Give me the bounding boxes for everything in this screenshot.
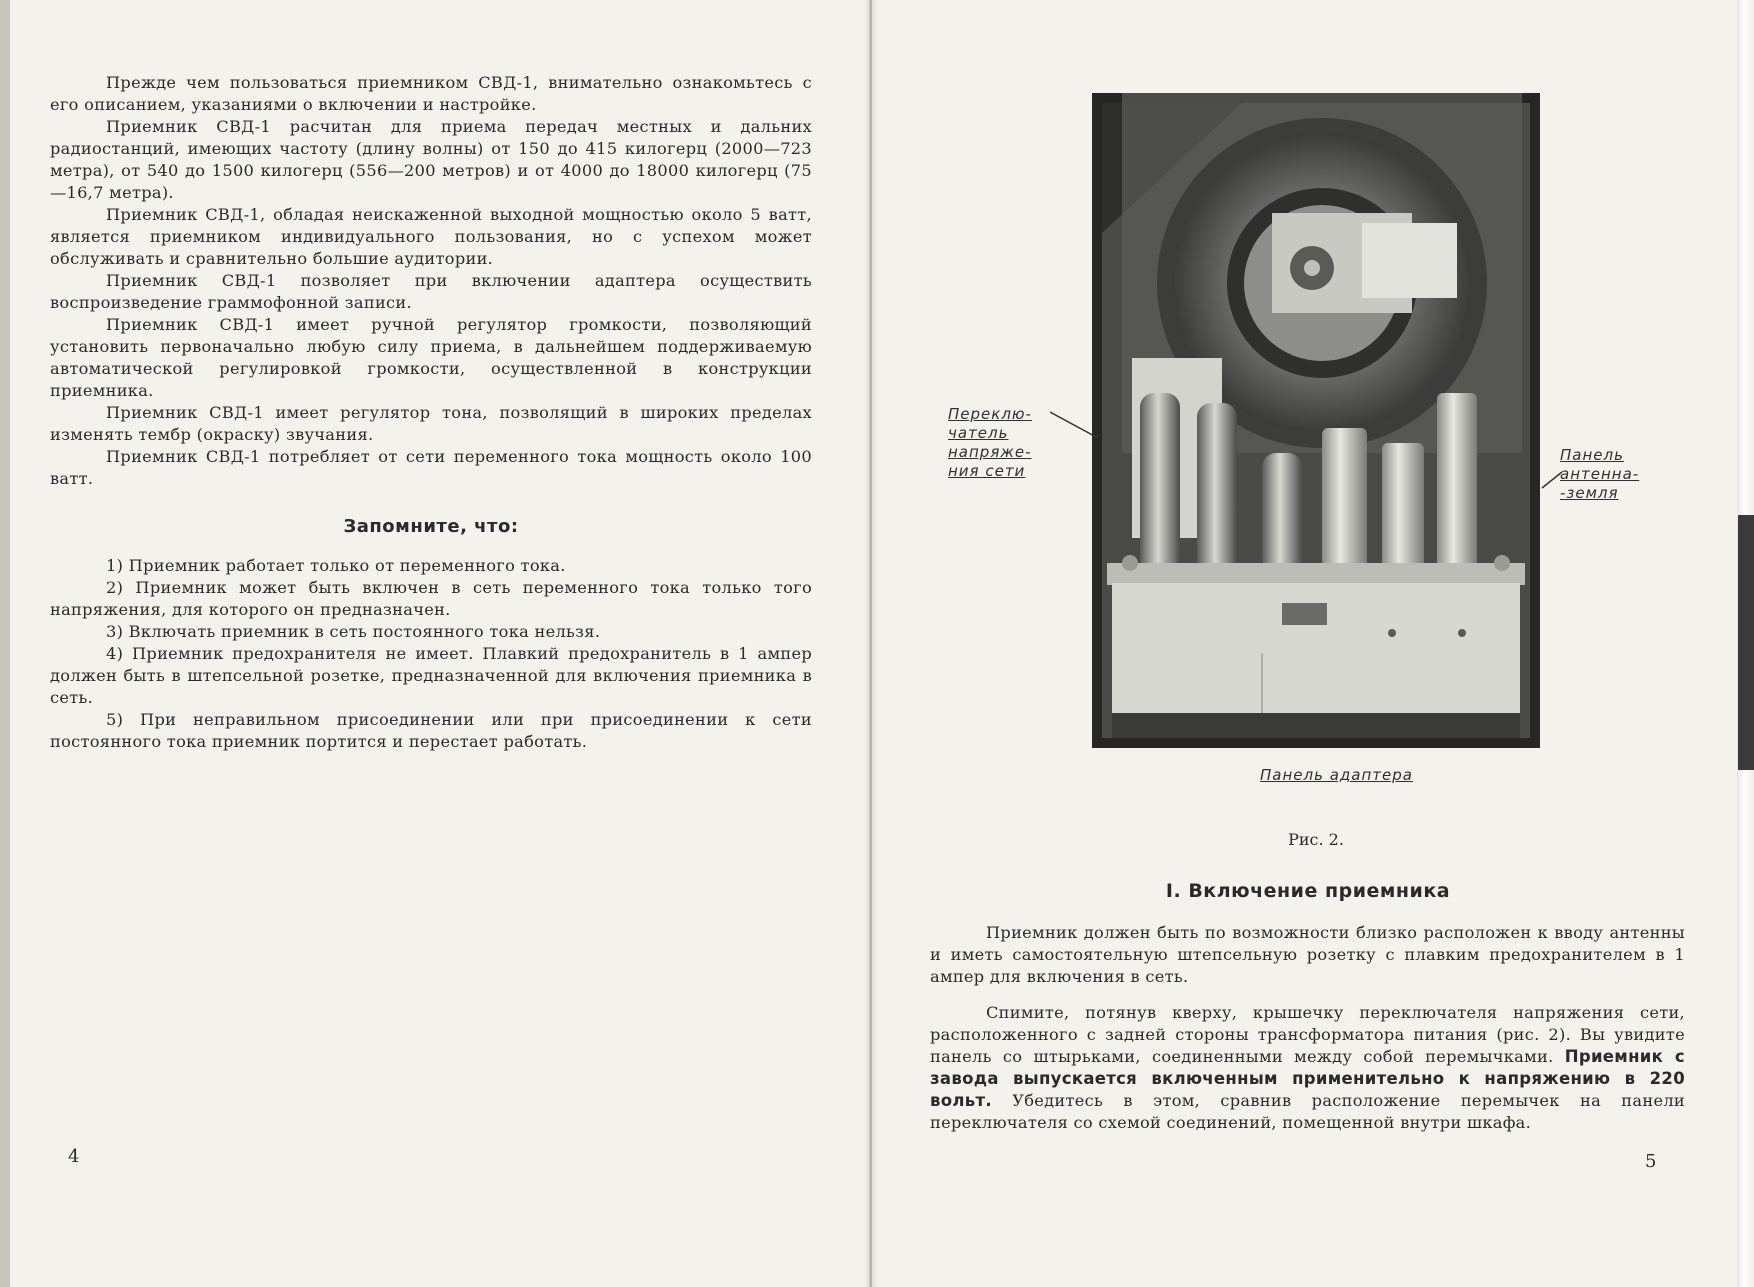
- paragraph: Приемник СВД-1 расчитан для приема передач местных и дальних радиостанций, имеющих частоту (длину волны) от 150 до 415 килогерц (2000—723 метра), от 540 до 1500 килогерц (556—200 метров) и от 4000 до 18000 килогерц (75—16,7 метра).: [50, 117, 812, 202]
- page-number-left: 4: [68, 1146, 80, 1167]
- label-line: напряже-: [948, 443, 1032, 461]
- paragraph: Прежде чем пользоваться приемником СВД-1, внимательно ознакомьтесь с его описанием, указаниями о включении и настройке.: [50, 73, 812, 114]
- list-item: 1) Приемник работает только от переменного тока.: [106, 556, 566, 575]
- label-line: чатель: [948, 424, 1009, 442]
- label-line: Панель: [1560, 446, 1624, 464]
- chassis-illustration: [1092, 93, 1540, 748]
- bold-text: Приемник с завода выпускается включенным применительно к напряжению в 220 вольт.: [930, 1047, 1685, 1110]
- side-tab: [1738, 515, 1754, 770]
- paragraph: Приемник СВД-1 позволяет при включении адаптера осуществить воспроизведение граммофонной записи.: [50, 271, 812, 312]
- paragraph: [930, 1002, 1685, 1134]
- paragraph: Приемник СВД-1 потребляет от сети переменного тока мощность около 100 ватт.: [50, 447, 812, 488]
- text-span: Спимите, потянув кверху, крышечку переключателя напряжения сети, расположенного с задней стороны трансформатора питания (рис. 2). Вы увидите панель со штырьками, соединенными между собой перемычками.: [930, 1003, 1685, 1066]
- rules-list: [50, 555, 812, 753]
- paragraph: Приемник СВД-1 имеет ручной регулятор громкости, позволяющий установить первоначально любую силу приема, в дальнейшем поддерживаемую автоматической регулировкой громкости, осуществленной в конструкции приемника.: [50, 315, 812, 400]
- list-item: 5) При неправильном присоединении или при присоединении к сети постоянного тока приемник портится и перестает работать.: [50, 710, 812, 751]
- pointer-line-antenna: [1540, 470, 1565, 490]
- figure-caption: Рис. 2.: [1288, 830, 1344, 849]
- right-body: [930, 922, 1685, 1134]
- section-title: I. Включение приемника: [1165, 880, 1451, 902]
- text-span: Убедитесь в этом, сравнив расположение перемычек на панели переключателя со схемой соединений, помещенной внутри шкафа.: [930, 1091, 1685, 1132]
- list-item: 3) Включать приемник в сеть постоянного тока нельзя.: [106, 622, 601, 641]
- label-antenna-panel: [1560, 446, 1670, 503]
- paragraph: Приемник СВД-1, обладая неискаженной выходной мощностью около 5 ватт, является приемником индивидуального пользования, но с успехом может обслуживать и сравнительно большие аудитории.: [50, 205, 812, 268]
- label-line: Панель адаптера: [1260, 766, 1413, 784]
- radio-chassis-photo: [1092, 93, 1540, 748]
- label-line: Переклю-: [948, 405, 1032, 423]
- paragraph: Приемник СВД-1 имеет регулятор тона, позволящий в широких пределах изменять тембр (окраску) звучания.: [50, 403, 812, 444]
- label-line: антенна-: [1560, 465, 1640, 483]
- paragraph: Приемник должен быть по возможности близко расположен к вводу антенны и иметь самостоятельную штепсельную розетку с плавким предохранителем в 1 ампер для включения в сеть.: [930, 923, 1685, 986]
- pointer-line-switch: [1050, 410, 1100, 440]
- page-number-right: 5: [1645, 1151, 1657, 1172]
- list-item: 4) Приемник предохранителя не имеет. Плавкий предохранитель в 1 ампер должен быть в штепсельной розетке, предназначенной для включения приемника в сеть.: [50, 644, 812, 707]
- remember-heading: Запомните, что:: [343, 516, 519, 537]
- label-line: -земля: [1560, 484, 1619, 502]
- label-adapter-panel: [1260, 766, 1450, 785]
- left-body: [50, 72, 812, 753]
- list-item: 2) Приемник может быть включен в сеть переменного тока только того напряжения, для которого он предназначен.: [50, 578, 812, 619]
- label-line: ния сети: [948, 462, 1026, 480]
